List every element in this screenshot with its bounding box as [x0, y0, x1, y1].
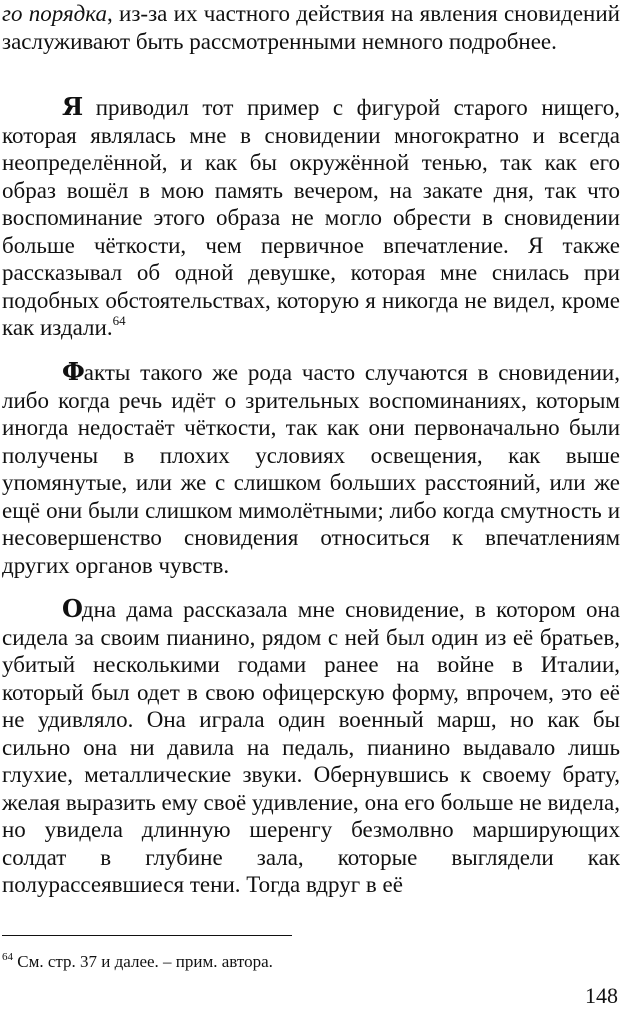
paragraph-2-block: [2, 93, 620, 342]
paragraph-3-text: акты такого же рода часто случаются в сновидении, либо когда речь идёт о зрительных воспоминаниях, которым иногда недостаёт чёткости, так как они первоначально были получены в плохих условиях освещения, как выше упомянутые, или же с слишком больших расстояний, или же ещё они были слишком мимолётными; либо когда смутность и несовершенство сновидения относиться к впечатлениям других органов чувств.: [2, 360, 620, 578]
paragraph-3: [2, 358, 620, 579]
paragraph-2-text: приводил тот пример с фигурой старого нищего, которая являлась мне в сновидении многократно и всегда неопределённой, и как бы окружённой тенью, так как его образ вошёл в мою память вечером, на закате дня, так что воспоминание этого образа не могло обрести в сновидении больше чёткости, чем первичное впечатление. Я также рассказывал об одной девушке, которая мне снилась при подобных обстоятельствах, которую я никогда не видел, кроме как издали.: [2, 95, 620, 340]
decorative-initial: Ф: [62, 357, 84, 386]
paragraph-4: [2, 595, 620, 899]
paragraph-4-text: дна дама рассказала мне сновидение, в котором она сидела за своим пианино, рядом с ней был один из её братьев, убитый несколькими годами ранее на войне в Италии, который был одет в свою офицерскую форму, впрочем, это её не удивляло. Она играла один военный марш, но как бы сильно она ни давила на педаль, пианино выдавало лишь глухие, металлические звуки. Обернувшись к своему брату, желая выразить ему своё удивление, она его больше не видела, но увидела длинную шеренгу безмолвно марширующих солдат в глубине зала, которые выглядели как полурассеявшиеся тени. Тогда вдруг в её: [2, 597, 620, 897]
body-text: [2, 0, 620, 55]
paragraph-4-block: [2, 595, 620, 899]
decorative-initial: О: [62, 594, 82, 623]
decorative-initial: Я: [62, 92, 83, 121]
footnote-text: См. стр. 37 и далее. – прим. автора.: [13, 952, 273, 971]
footnote-reference[interactable]: 64: [112, 313, 126, 328]
paragraph-1-text: , из-за их частного действия на явления сновидений заслуживают быть рассмотренными немного подробнее.: [2, 1, 620, 54]
paragraph-1: [2, 0, 620, 55]
paragraph-2: [2, 93, 620, 342]
page-number: 148: [585, 983, 618, 1008]
footnote: [2, 951, 273, 973]
footnote-divider: [2, 935, 292, 936]
footnote-number: 64: [2, 951, 13, 963]
italic-fragment: го порядка: [2, 1, 107, 26]
paragraph-3-block: [2, 358, 620, 579]
